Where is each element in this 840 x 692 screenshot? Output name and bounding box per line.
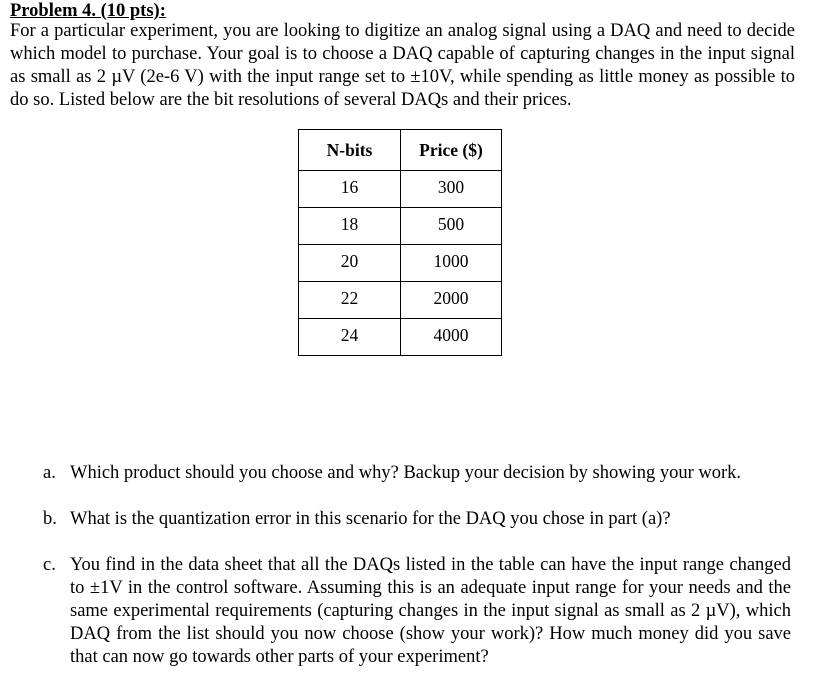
- n-bits-cell: 18: [299, 208, 401, 245]
- question-text: You find in the data sheet that all the DAQs listed in the table can have the input range changed to ±1V in the control software. Assuming this is an adequate input range for your needs and the same experimental requirements (capturing changes in the input signal as small as 2 µV), which DAQ from the list should you now choose (show your work)? How much money did you save that can now go towards other parts of your experiment?: [70, 555, 791, 667]
- n-bits-cell: 24: [299, 319, 401, 356]
- price-cell: 1000: [401, 245, 502, 282]
- table-row: [299, 282, 502, 319]
- question-b: [43, 508, 791, 531]
- question-marker: a.: [43, 463, 56, 483]
- price-cell: 300: [401, 171, 502, 208]
- table-row: [299, 319, 502, 356]
- daq-table-container: [298, 129, 502, 356]
- question-text: What is the quantization error in this scenario for the DAQ you chose in part (a)?: [70, 509, 671, 529]
- n-bits-cell: 20: [299, 245, 401, 282]
- price-cell: 500: [401, 208, 502, 245]
- question-marker: b.: [43, 509, 57, 529]
- problem-title: Problem 4. (10 pts):: [10, 1, 166, 21]
- question-text: Which product should you choose and why? Backup your decision by showing your work.: [70, 463, 742, 483]
- table-header-row: [299, 130, 502, 171]
- question-a: [43, 462, 791, 485]
- question-c: [43, 554, 791, 669]
- question-marker: c.: [43, 555, 56, 575]
- daq-price-table: [298, 129, 502, 356]
- problem-intro: For a particular experiment, you are looking to digitize an analog signal using a DAQ and need to decide which model to purchase. Your goal is to choose a DAQ capable of capturing changes in the input signal as small as 2 µV (2e-6 V) with the input range set to ±10V, while spending as little money as possible to do so. Listed below are the bit resolutions of several DAQs and their prices.: [10, 21, 795, 110]
- header-n-bits: N-bits: [299, 130, 401, 171]
- table-row: [299, 245, 502, 282]
- table-row: [299, 208, 502, 245]
- n-bits-cell: 22: [299, 282, 401, 319]
- price-cell: 2000: [401, 282, 502, 319]
- table-row: [299, 171, 502, 208]
- n-bits-cell: 16: [299, 171, 401, 208]
- question-list: [43, 462, 791, 692]
- price-cell: 4000: [401, 319, 502, 356]
- header-price: Price ($): [401, 130, 502, 171]
